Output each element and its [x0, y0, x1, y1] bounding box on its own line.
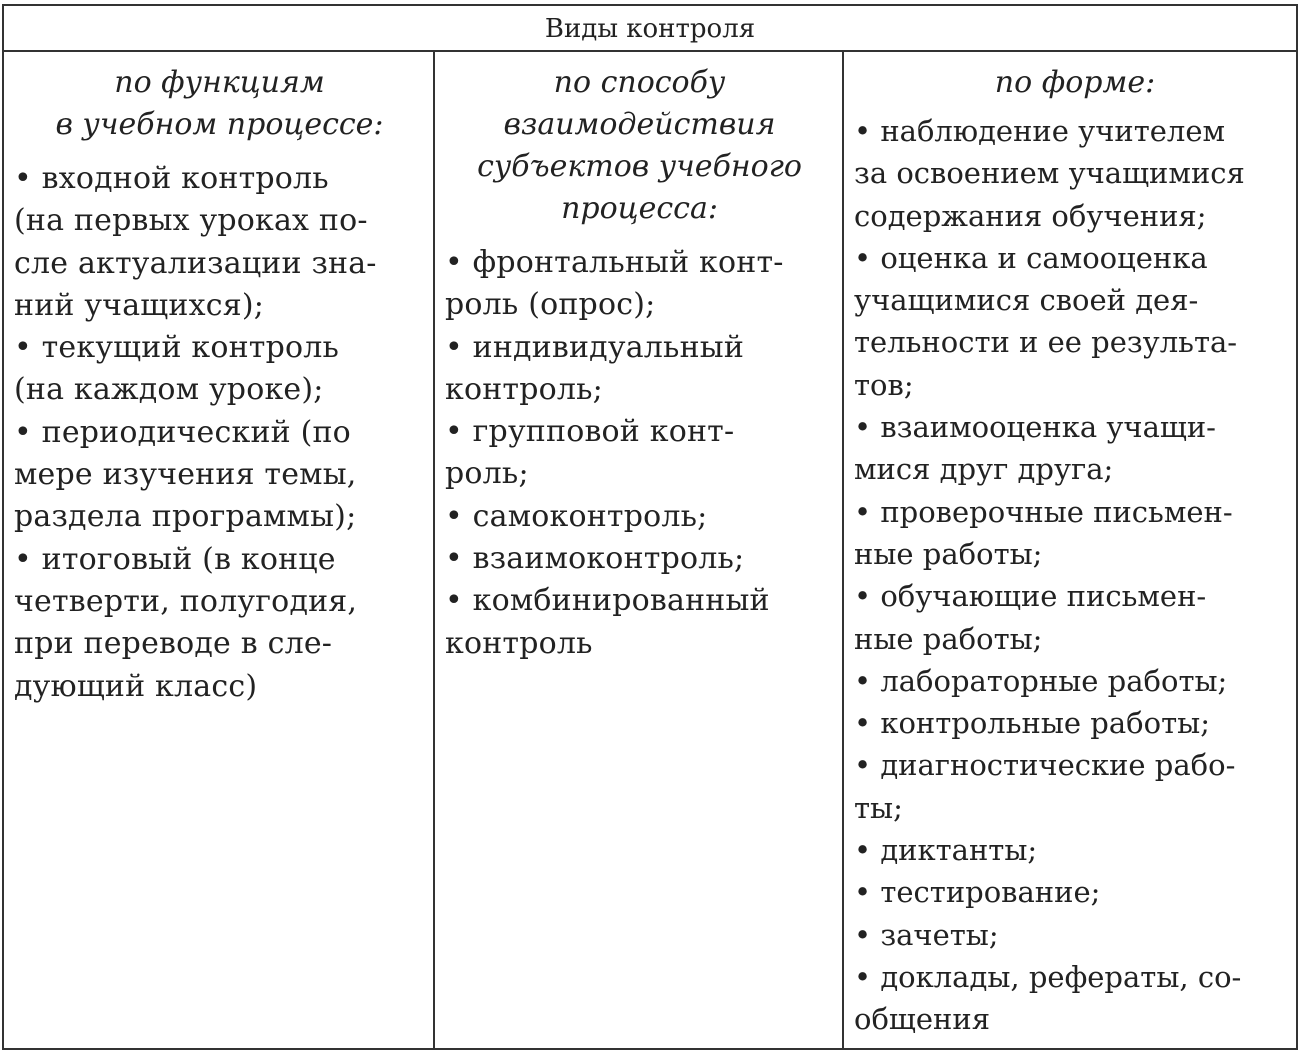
list-item: • обучающие письмен- ные работы; — [854, 579, 1207, 656]
table-title: Виды контроля — [4, 6, 1296, 52]
column-heading: по форме: — [994, 65, 1156, 100]
list-item: • контрольные работы; — [854, 706, 1210, 741]
list-item: • взаимоконтроль; — [445, 541, 745, 577]
list-item: • индивидуальный контроль; — [445, 329, 745, 407]
list-item: • тестирование; — [854, 875, 1101, 910]
column-by-interaction — [435, 52, 844, 1048]
list-item: • лабораторные работы; — [854, 663, 1228, 698]
list-item: • фронтальный конт- роль (опрос); — [445, 245, 784, 323]
list-item: • итоговый (в конце четверти, полугодия, при переводе в сле- дующий класс) — [14, 541, 358, 704]
list-item: • взаимооценка учащи- мися друг друга; — [854, 410, 1216, 487]
list-item: • наблюдение учителем за освоением учащимися содержания обучения; — [854, 114, 1245, 233]
list-item: • входной контроль (на первых уроках по- сле актуализации зна- ний учащихся); — [14, 161, 377, 323]
list-item: • диагностические рабо- ты; — [854, 748, 1236, 825]
column-heading: по функциям в учебном процессе: — [55, 65, 384, 142]
control-types-table — [2, 4, 1298, 1050]
column-heading: по способу взаимодействия субъектов учебного процесса: — [477, 65, 802, 226]
list-item: • доклады, рефераты, со- общения — [854, 959, 1242, 1037]
list-item: • периодический (по мере изучения темы, раздела программы); — [14, 414, 357, 535]
list-item: • зачеты; — [854, 917, 999, 952]
list-item: • проверочные письмен- ные работы; — [854, 494, 1233, 571]
column-by-function — [4, 52, 435, 1048]
list-item: • текущий контроль (на каждом уроке); — [14, 330, 340, 408]
list-item: • самоконтроль; — [445, 498, 708, 534]
column-by-form — [844, 52, 1296, 1048]
list-item: • комбинированный контроль — [445, 583, 770, 661]
list-item: • оценка и самооценка учащимися своей дея- тельности и ее результа- тов; — [854, 240, 1238, 402]
list-item: • диктанты; — [854, 833, 1038, 868]
list-item: • групповой конт- роль; — [445, 414, 735, 492]
